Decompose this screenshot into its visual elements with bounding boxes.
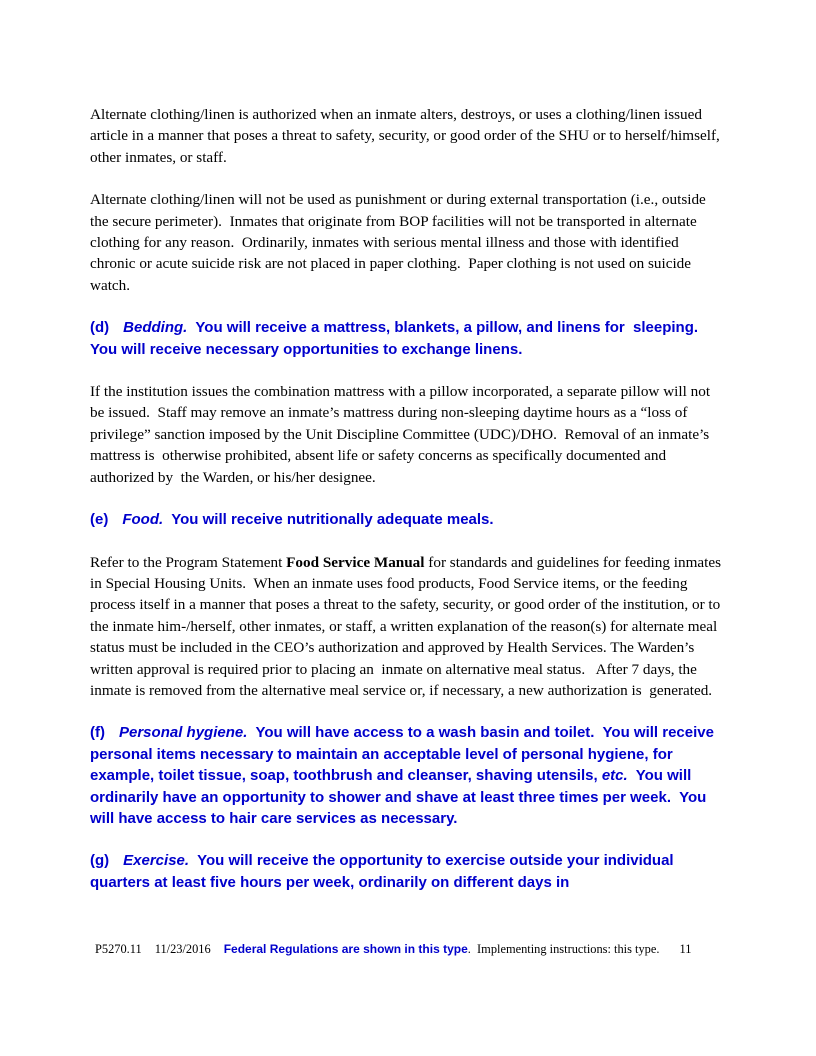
section-title-d: Bedding. (123, 319, 188, 337)
section-body-f-part2: You will ordinarily have an opportunity to shower and shave at least three times per week. You will have access to hair care services as necessary. (90, 767, 711, 827)
document-content (90, 104, 726, 893)
section-label-e: (e) (90, 511, 109, 529)
section-body-f-italic: etc. (601, 767, 628, 785)
section-heading-d (90, 317, 726, 360)
paragraph-4-suffix: for standards and guidelines for feeding inmates in Special Housing Units. When an inmate uses food products, Food Service items, or the feeding process itself in a manner that poses a threat to the safety, security, or good order of the institution, or to the inmate him-/herself, other inmates, or staff, a written explanation of the reason(s) for alternate meal status must be included in the CEO’s authorization and approved by Health Services. The Warden’s written approval is required prior to placing an inmate on alternative meal status. After 7 days, the inmate is removed from the alternative meal service or, if necessary, a new authorization is generated. (90, 553, 725, 699)
section-body-d: You will receive a mattress, blankets, a pillow, and linens for sleeping. You will receive necessary opportunities to exchange linens. (90, 319, 707, 358)
footer-federal-regulations-note: Federal Regulations are shown in this type (223, 942, 468, 956)
paragraph-4-prefix: Refer to the Program Statement (90, 553, 287, 571)
section-heading-g (90, 850, 726, 893)
body-paragraph-3: If the institution issues the combination mattress with a pillow incorporated, a separate pillow will not be issued. Staff may remove an inmate’s mattress during non-sleeping daytime hours as a “loss of privilege” sanction imposed by the Unit Discipline Committee (UDC)/DHO. Removal of an inmate’s mattress is otherwise prohibited, absent life or safety concerns as specifically documented and authorized by the Warden, or his/her designee. (90, 383, 714, 486)
section-title-e: Food. (122, 511, 164, 529)
section-heading-e (90, 509, 726, 530)
page-footer (95, 941, 735, 957)
section-body-e: You will receive nutritionally adequate meals. (163, 511, 494, 529)
footer-implementing-note: . Implementing instructions: this type. (467, 942, 660, 956)
footer-page-number: 11 (679, 942, 692, 956)
section-heading-f (90, 722, 726, 829)
section-label-d: (d) (90, 319, 110, 337)
section-label-f: (f) (90, 724, 105, 742)
section-title-f: Personal hygiene. (119, 724, 248, 742)
body-paragraph-1: Alternate clothing/linen is authorized when an inmate alters, destroys, or uses a clothing/linen issued article in a manner that poses a threat to safety, security, or good order of the SHU or to herself/himself, other inmates, or staff. (90, 106, 724, 166)
body-paragraph-4 (90, 552, 726, 702)
paragraph-4-bold-manual-title: Food Service Manual (286, 553, 425, 571)
section-body-f-part1: You will have access to a wash basin and toilet. You will receive personal items necessary to maintain an acceptable level of personal hygiene, for example, toilet tissue, soap, toothbrush and cleanser, shaving utensils, (90, 724, 719, 785)
body-paragraph-2: Alternate clothing/linen will not be used as punishment or during external transportation (i.e., outside the secure perimeter). Inmates that originate from BOP facilities will not be transported in alternate clothing for any reason. Ordinarily, inmates with serious mental illness and those with identified chronic or acute suicide risk are not placed in paper clothing. Paper clothing is not used on suicide watch. (90, 191, 710, 294)
section-title-g: Exercise. (123, 852, 190, 870)
footer-date: 11/23/2016 (154, 942, 211, 956)
section-label-g: (g) (90, 852, 110, 870)
section-body-g: You will receive the opportunity to exercise outside your individual quarters at least five hours per week, ordinarily on different days in (90, 852, 682, 891)
footer-doc-number: P5270.11 (95, 942, 142, 956)
